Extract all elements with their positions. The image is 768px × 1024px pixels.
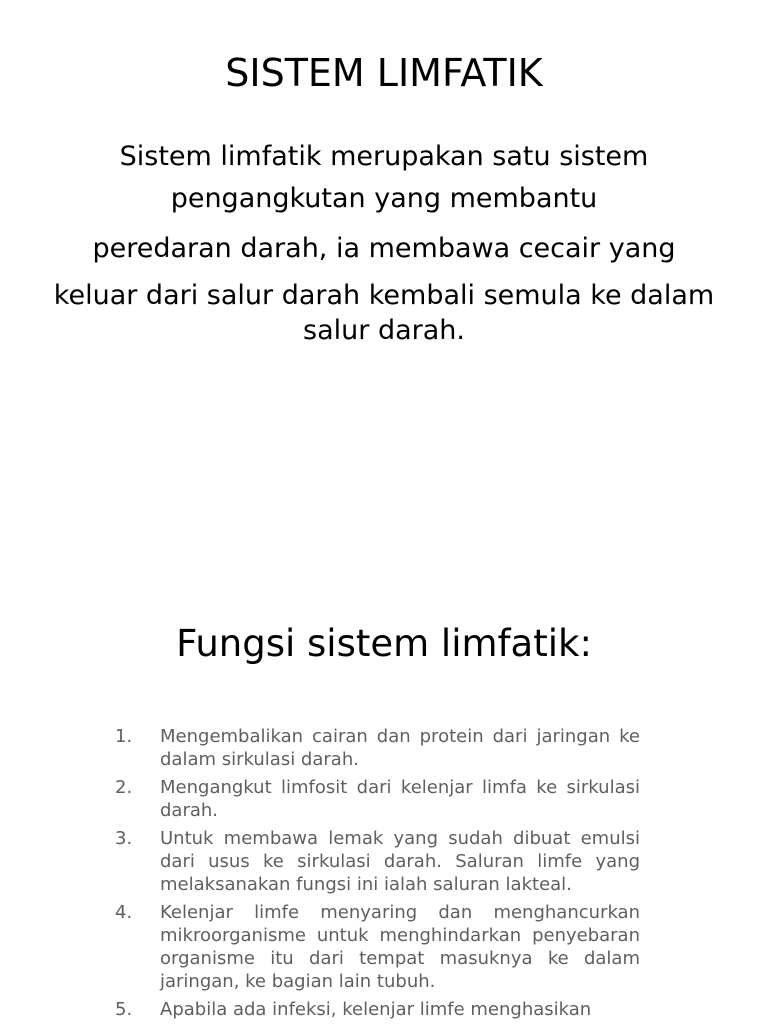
- slide-title: SISTEM LIMFATIK: [225, 51, 543, 95]
- list-item: [100, 827, 640, 896]
- list-item: [100, 901, 640, 993]
- list-item: [100, 725, 640, 771]
- list-number: 2.: [115, 777, 133, 798]
- intro-paragraph: [20, 140, 748, 344]
- list-item: [100, 776, 640, 822]
- list-text: Kelenjar limfe menyaring dan menghancurkan mikroorganisme untuk menghindarkan penyebaran organisme itu dari tempat masuknya ke dalam jaringan, ke bagian lain tubuh.: [160, 902, 640, 992]
- list-number: 5.: [115, 999, 133, 1020]
- intro-line: peredaran darah, ia membawa cecair yang: [92, 233, 676, 264]
- list-text: Mengangkut limfosit dari kelenjar limfa ke sirkulasi darah.: [160, 777, 640, 821]
- list-number: 1.: [115, 726, 133, 747]
- list-text: Mengembalikan cairan dan protein dari jaringan ke dalam sirkulasi darah.: [160, 726, 640, 770]
- list-text: Untuk membawa lemak yang sudah dibuat emulsi dari usus ke sirkulasi darah. Saluran limfe yang melaksanakan fungsi ini ialah saluran lakteal.: [160, 828, 640, 895]
- slide-2: [0, 512, 768, 1024]
- list-text: Apabila ada infeksi, kelenjar limfe menghasikan: [160, 999, 592, 1020]
- function-list: [100, 725, 640, 1024]
- intro-line: salur darah.: [303, 315, 465, 346]
- intro-line: pengangkutan yang membantu: [170, 183, 598, 214]
- list-item: [100, 998, 640, 1021]
- intro-line: keluar dari salur darah kembali semula ke dalam: [53, 280, 715, 311]
- intro-line: Sistem limfatik merupakan satu sistem: [119, 141, 649, 172]
- slide-title: Fungsi sistem limfatik:: [176, 622, 592, 665]
- list-number: 4.: [115, 902, 133, 923]
- list-number: 3.: [115, 828, 133, 849]
